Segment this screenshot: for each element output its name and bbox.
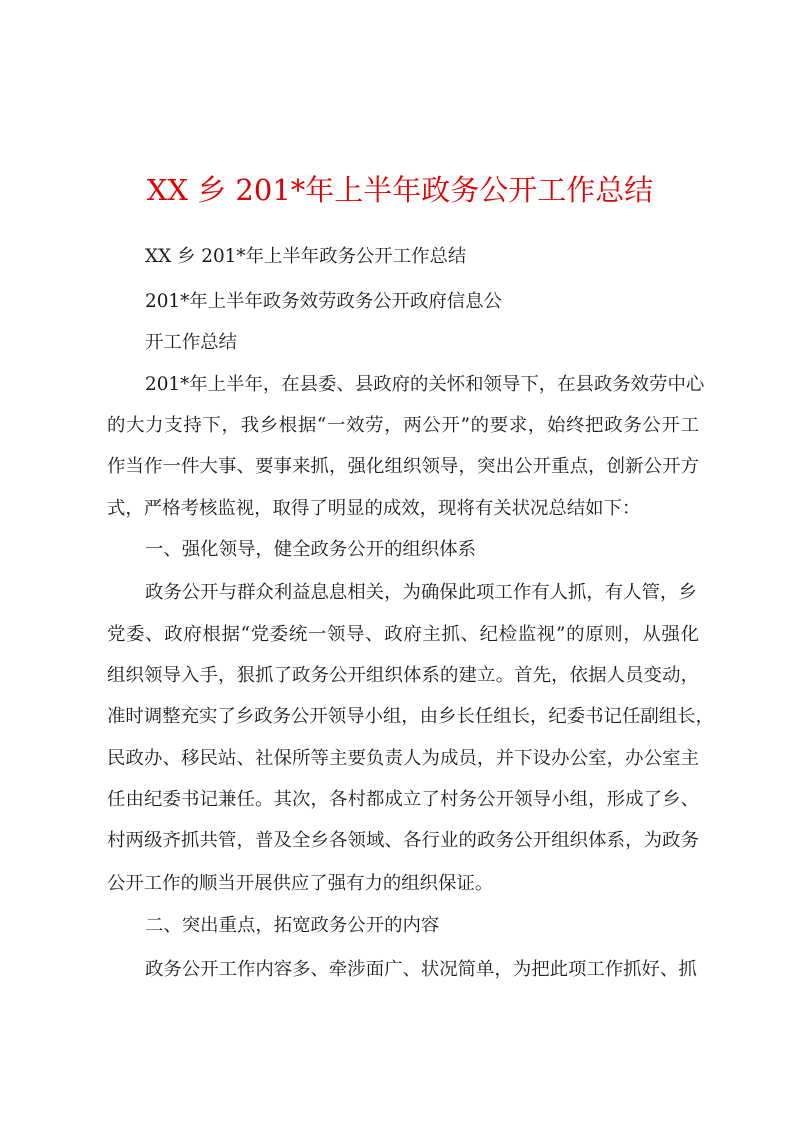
section-heading: 二、突出重点，拓宽政务公开的内容 [145, 915, 440, 936]
paragraph-line: 任由纪委书记兼任。其次，各村都成立了村务公开领导小组，形成了乡、 [107, 789, 699, 810]
subtitle-line: 201*年上半年政务效劳政务公开政府信息公 [145, 291, 502, 312]
paragraph-line: 政务公开与群众利益息息相关，为确保此项工作有人抓，有人管，乡 [145, 582, 697, 603]
paragraph-line: 党委、政府根据“党委统一领导、政府主抓、纪检监视”的原则，从强化 [107, 624, 699, 645]
paragraph-line: 政务公开工作内容多、牵涉面广、状况简单，为把此项工作抓好、抓 [145, 959, 697, 980]
paragraph-line: 式，严格考核监视，取得了明显的成效，现将有关状况总结如下： [107, 498, 641, 519]
document-title: XX 乡 201*年上半年政务公开工作总结 [146, 173, 654, 207]
paragraph-line: 作当作一件大事、要事来抓，强化组织领导，突出公开重点，创新公开方 [107, 456, 699, 477]
subtitle-line: 开工作总结 [145, 332, 237, 353]
paragraph-line: 201*年上半年，在县委、县政府的关怀和领导下，在县政务效劳中心 [145, 374, 705, 395]
paragraph-line: 准时调整充实了乡政务公开领导小组，由乡长任组长，纪委书记任副组长， [107, 706, 714, 727]
paragraph-line: 民政办、移民站、社保所等主要负责人为成员，并下设办公室，办公室主 [107, 748, 699, 769]
paragraph-line: 村两级齐抓共管，普及全乡各领域、各行业的政务公开组织体系，为政务 [107, 830, 699, 851]
paragraph-line: 组织领导入手，狠抓了政务公开组织体系的建立。首先，依据人员变动， [107, 665, 699, 686]
section-heading: 一、强化领导，健全政务公开的组织体系 [145, 539, 477, 560]
paragraph-line: 公开工作的顺当开展供应了强有力的组织保证。 [107, 873, 494, 894]
subtitle-line: XX 乡 201*年上半年政务公开工作总结 [145, 246, 467, 267]
paragraph-line: 的大力支持下，我乡根据“一效劳，两公开”的要求，始终把政务公开工 [107, 415, 699, 436]
